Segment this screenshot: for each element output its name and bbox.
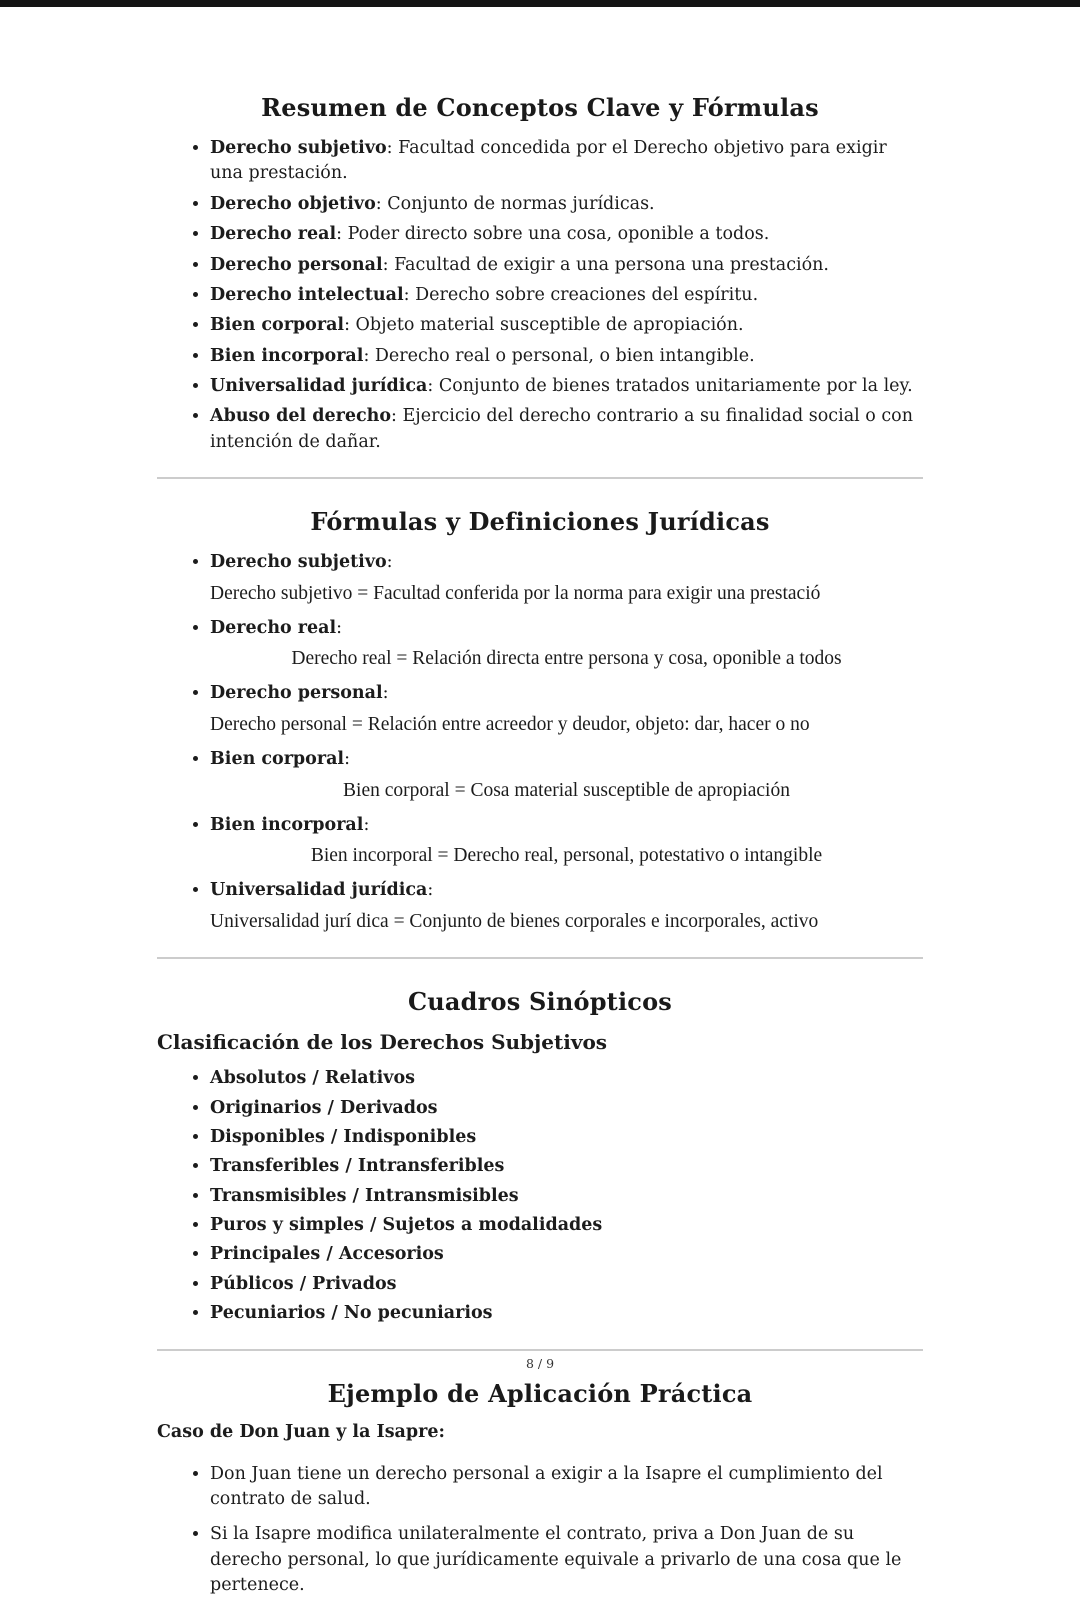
formula-list (157, 550, 923, 935)
term: Derecho intelectual (210, 284, 404, 305)
list-item (210, 1125, 923, 1150)
list-item (210, 878, 923, 935)
list-item (210, 344, 923, 369)
colon: : (427, 880, 434, 901)
case-label: Caso de Don Juan y la Isapre: (157, 1421, 445, 1442)
example-text: Si la Isapre modifica unilateralmente el contrato, priva a Don Juan de su derecho personal, lo que jurídicamente equivale a privarlo de una cosa que le pertenece. (210, 1524, 902, 1596)
list-item (210, 1096, 923, 1121)
term: Derecho subjetivo (210, 138, 387, 158)
list-item (210, 1242, 923, 1267)
section-ejemplo-practico (157, 1379, 923, 1598)
definition: : Conjunto de normas jurídicas. (375, 193, 655, 214)
classification-pair: Principales / Accesorios (210, 1244, 444, 1265)
definition: : Objeto material susceptible de apropiación. (344, 315, 744, 336)
term: Universalidad jurídica (210, 376, 428, 396)
formula: Derecho subjetivo = Facultad conferida por la norma para exigir una prestació (210, 582, 821, 604)
example-list (157, 1462, 923, 1598)
list-item (210, 1066, 923, 1091)
classification-pair: Públicos / Privados (210, 1273, 397, 1294)
classification-pair: Absolutos / Relativos (210, 1068, 415, 1089)
colon: : (336, 617, 343, 638)
definition: : Ejercicio del derecho contrario a su finalidad social o con intención de dañar. (210, 406, 913, 452)
page-top-border (0, 0, 1080, 7)
list-item (210, 404, 923, 455)
list-item (210, 1272, 923, 1297)
classification-pair: Disponibles / Indisponibles (210, 1126, 477, 1147)
term: Derecho real (210, 224, 337, 245)
term: Bien corporal (210, 749, 345, 770)
definition: : Facultad concedida por el Derecho objetivo para exigir una prestación. (210, 138, 887, 184)
classification-pair: Originarios / Derivados (210, 1097, 438, 1118)
list-item (210, 747, 923, 804)
term-line (210, 878, 923, 903)
list-item (210, 550, 923, 607)
term-line (210, 616, 923, 641)
definition: : Conjunto de bienes tratados unitariamente por la ley. (427, 376, 913, 396)
classification-list (157, 1066, 923, 1326)
list-item (210, 813, 923, 870)
classification-pair: Puros y simples / Sujetos a modalidades (210, 1215, 603, 1236)
list-item (210, 1301, 923, 1326)
list-item (210, 1522, 923, 1598)
section-divider (157, 957, 923, 959)
colon: : (382, 683, 389, 704)
list-item (210, 616, 923, 673)
formula: Derecho real = Relación directa entre persona y cosa, oponible a todos (291, 648, 842, 670)
colon: : (344, 749, 350, 770)
list-item (210, 1154, 923, 1179)
section-cuadros-sinopticos (157, 987, 923, 1326)
subsection-title: Clasificación de los Derechos Subjetivos (157, 1030, 608, 1055)
definition: : Poder directo sobre una cosa, oponible a todos. (336, 224, 770, 245)
term: Abuso del derecho (210, 406, 392, 427)
section-divider (157, 1349, 923, 1351)
colon: : (386, 552, 393, 573)
term-line (210, 813, 923, 838)
term-line (210, 681, 923, 706)
term-line (210, 550, 923, 575)
list-item (210, 681, 923, 738)
term: Derecho personal (210, 683, 383, 704)
section-formulas-definiciones (157, 507, 923, 935)
list-item (210, 222, 923, 247)
term: Bien incorporal (210, 345, 364, 366)
section-resumen-conceptos (157, 93, 923, 455)
classification-pair: Transmisibles / Intransmisibles (210, 1185, 519, 1206)
list-item (210, 313, 923, 338)
formula: Universalidad jurí dica = Conjunto de bienes corporales e incorporales, activo (210, 910, 819, 932)
classification-pair: Pecuniarios / No pecuniarios (210, 1303, 493, 1324)
page-number: 8 / 9 (525, 1356, 555, 1371)
section-title: Resumen de Conceptos Clave y Fórmulas (261, 93, 819, 122)
definition: : Derecho sobre creaciones del espíritu. (403, 284, 759, 305)
formula: Bien corporal = Cosa material susceptible de apropiación (343, 779, 790, 801)
term: Derecho subjetivo (210, 552, 387, 573)
definition: : Facultad de exigir a una persona una prestación. (382, 254, 829, 275)
term: Derecho real (210, 617, 337, 638)
term-line (210, 747, 923, 772)
list-item (210, 283, 923, 308)
classification-pair: Transferibles / Intransferibles (210, 1156, 505, 1177)
section-title: Fórmulas y Definiciones Jurídicas (310, 507, 770, 537)
list-item (210, 253, 923, 278)
formula: Bien incorporal = Derecho real, personal, potestativo o intangible (310, 845, 823, 867)
term: Derecho objetivo (210, 193, 376, 214)
list-item (210, 374, 923, 399)
section-title: Cuadros Sinópticos (407, 987, 673, 1017)
list-item (210, 1213, 923, 1238)
term: Bien incorporal (210, 814, 364, 835)
colon: : (363, 814, 370, 835)
term: Derecho personal (210, 254, 383, 275)
formula: Derecho personal = Relación entre acreedor y deudor, objeto: dar, hacer o no (210, 713, 810, 735)
definition: : Derecho real o personal, o bien intangible. (363, 345, 755, 366)
definition-list (157, 136, 923, 455)
section-divider (157, 477, 923, 479)
list-item (210, 1184, 923, 1209)
list-item (210, 1462, 923, 1513)
section-title: Ejemplo de Aplicación Práctica (327, 1378, 753, 1408)
term: Universalidad jurídica (210, 880, 428, 901)
list-item (210, 136, 923, 187)
list-item (210, 192, 923, 217)
term: Bien corporal (210, 315, 345, 336)
example-text: Don Juan tiene un derecho personal a exigir a la Isapre el cumplimiento del contrato de salud. (210, 1463, 883, 1509)
